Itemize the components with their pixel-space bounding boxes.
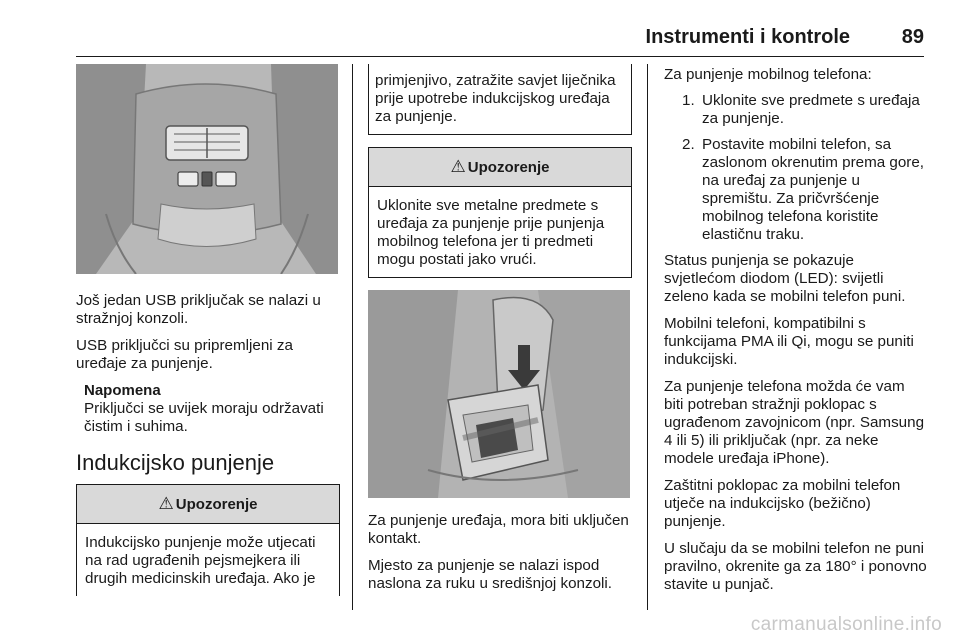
warning-box xyxy=(76,484,340,596)
warning-box-continued xyxy=(368,64,632,135)
step-text: Postavite mobilni telefon, sa zaslonom okrenutim prema gore, na uređaj za punjenje u spremištu. Za pričvršćenje mobilnog telefona koristite elastičnu traku. xyxy=(702,136,925,243)
header-rule xyxy=(76,56,924,57)
paragraph: Još jedan USB priključak se nalazi u stražnjoj konzoli. xyxy=(76,292,321,327)
warning-header xyxy=(77,485,339,524)
warning-header xyxy=(369,148,631,187)
warning-box-2 xyxy=(368,147,632,278)
column-1 xyxy=(76,64,340,596)
charging-tray-figure xyxy=(368,290,630,498)
column-separator-2 xyxy=(647,64,648,610)
warning-body xyxy=(77,524,339,594)
section-title: Instrumenti i kontrole xyxy=(645,26,850,48)
warning-text: primjenjivo, zatražite savjet liječnika prije upotrebe indukcijskog uređaja za punjenje. xyxy=(375,72,616,125)
paragraph: Zaštitni poklopac za mobilni telefon utječe na indukcijsko (bežično) punjenje. xyxy=(664,477,901,530)
paragraph: Status punjenja se pokazuje svjetlećom diodom (LED): svijetli zeleno kada se mobilni telefon puni. xyxy=(664,252,906,305)
column-3 xyxy=(664,66,928,594)
list-item xyxy=(664,92,928,128)
warning-title: Upozorenje xyxy=(175,495,258,513)
steps-list xyxy=(664,92,928,244)
paragraph: U slučaju da se mobilni telefon ne puni pravilno, okrenite ga za 180° i ponovno stavite u punjač. xyxy=(664,540,927,593)
paragraph: USB priključci su pripremljeni za uređaje za punjenje. xyxy=(76,337,293,372)
note-title: Napomena xyxy=(84,382,161,399)
column-2 xyxy=(368,64,632,593)
page-header xyxy=(76,26,924,56)
page-number: 89 xyxy=(901,26,924,48)
section-heading: Indukcijsko punjenje xyxy=(76,450,275,475)
step-number: 1. xyxy=(682,92,695,109)
list-item xyxy=(664,136,928,244)
paragraph: Za punjenje telefona možda će vam biti potreban stražnji poklopac s ugrađenom zavojnicom (npr. Samsung 4 ili 5) ili priključak (npr. za neke modele uređaja iPhone). xyxy=(664,378,925,467)
warning-text: Uklonite sve metalne predmete s uređaja za punjenje prije punjenja mobilnog telefona jer ti predmeti mogu postati jako vrući. xyxy=(377,197,605,268)
warning-text: Indukcijsko punjenje može utjecati na rad ugrađenih pejsmejkera ili drugih medicinskih uređaja. Ako je xyxy=(85,534,316,587)
step-number: 2. xyxy=(682,136,695,153)
paragraph: Za punjenje mobilnog telefona: xyxy=(664,66,872,83)
warning-body xyxy=(369,187,631,277)
step-text: Uklonite sve predmete s uređaja za punjenje. xyxy=(702,92,920,127)
paragraph: Mjesto za punjenje se nalazi ispod naslona za ruku u središnjoj konzoli. xyxy=(368,557,612,592)
paragraph: Za punjenje uređaja, mora biti uključen kontakt. xyxy=(368,512,629,547)
warning-triangle-icon: ⚠ xyxy=(158,494,174,513)
warning-title: Upozorenje xyxy=(467,158,550,176)
note-body: Priključci se uvijek moraju održavati čistim i suhima. xyxy=(84,400,324,435)
watermark: carmanualsonline.info xyxy=(750,614,942,635)
paragraph: Mobilni telefoni, kompatibilni s funkcijama PMA ili Qi, mogu se puniti indukcijski. xyxy=(664,315,914,368)
column-separator-1 xyxy=(352,64,353,610)
warning-triangle-icon: ⚠ xyxy=(450,157,466,176)
warning-body xyxy=(369,64,631,134)
rear-console-usb-figure xyxy=(76,64,338,274)
